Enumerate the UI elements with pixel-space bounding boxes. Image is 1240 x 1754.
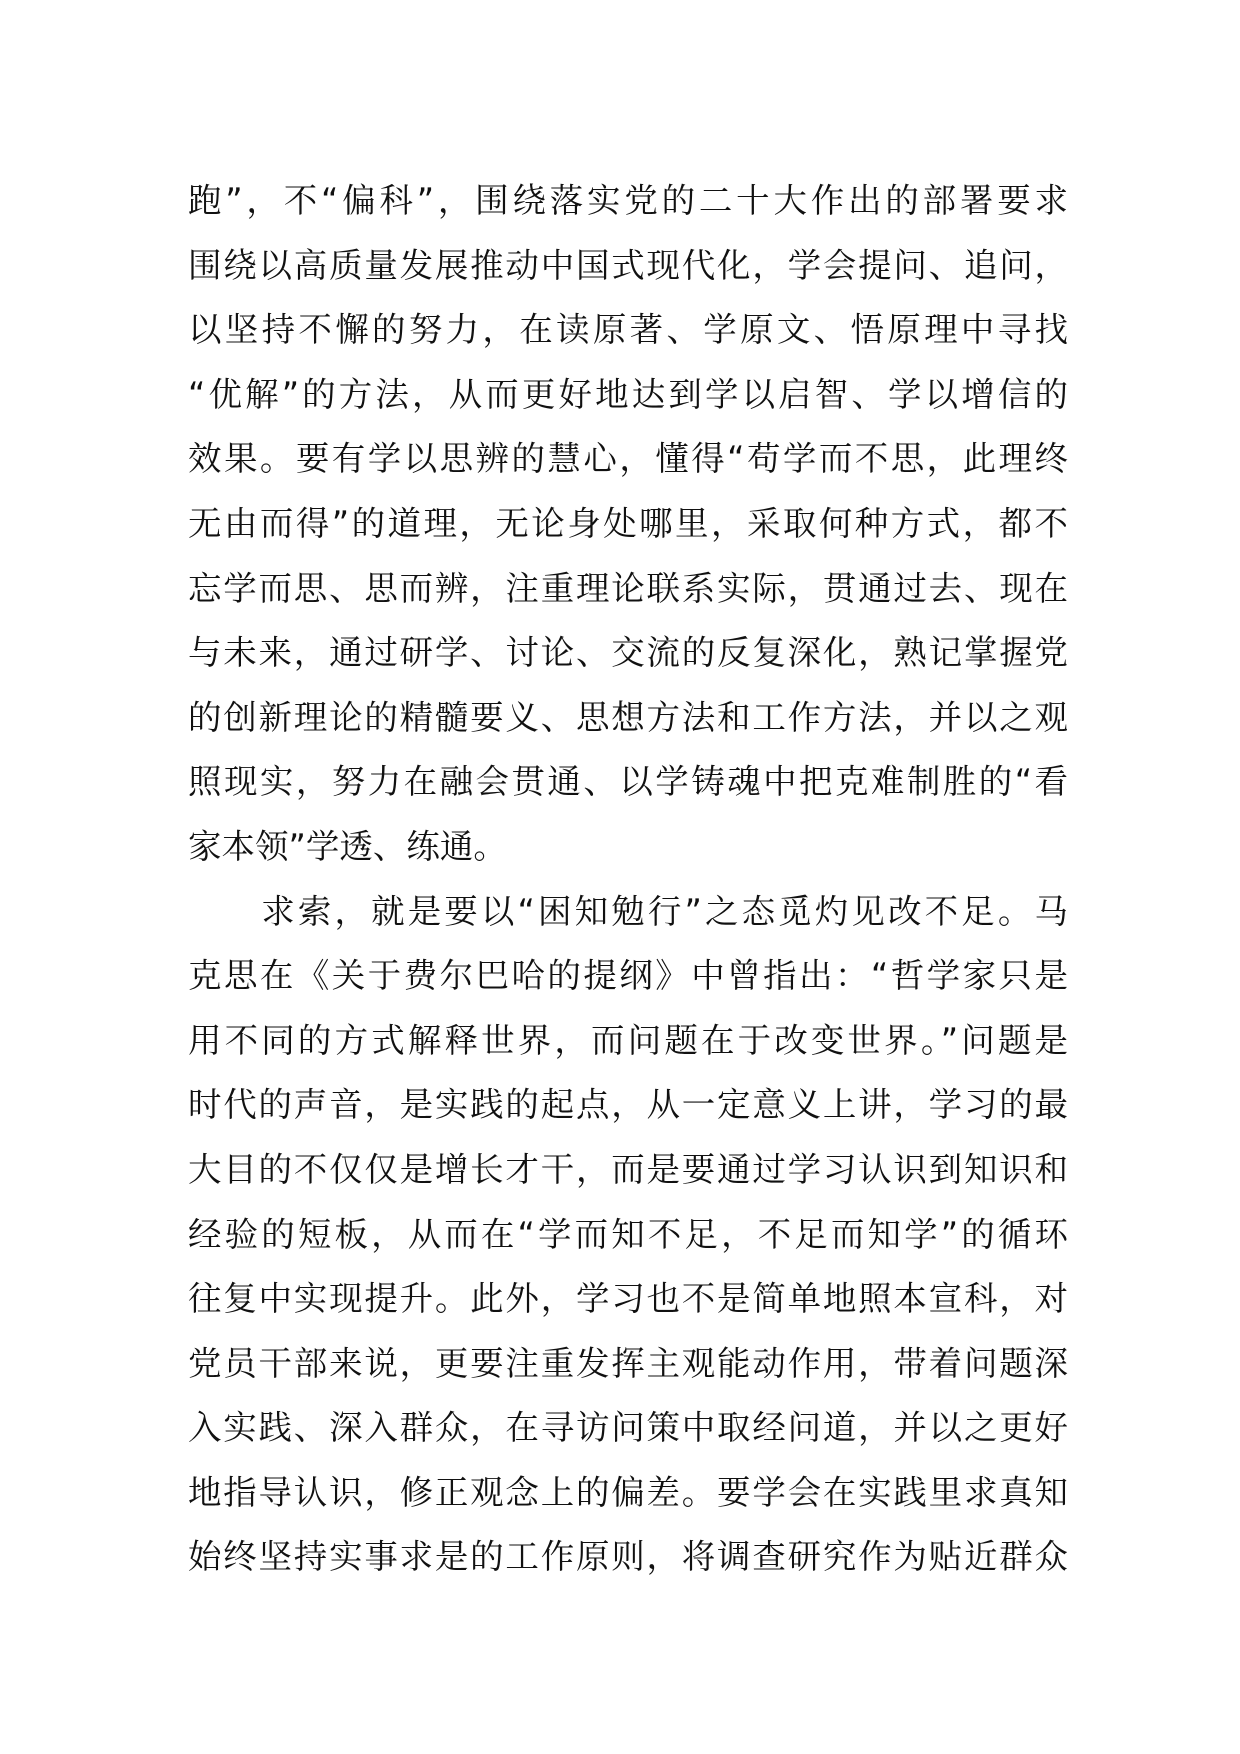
text-line: 经验的短板，从而在“学而知不足，不足而知学”的循环 xyxy=(188,1214,1068,1254)
text-line: 围绕以高质量发展推动中国式现代化，学会提问、追问， xyxy=(188,245,1068,285)
text-line: 用不同的方式解释世界，而问题在于改变世界。”问题是 xyxy=(188,1020,1068,1060)
text-line: 效果。要有学以思辨的慧心，懂得“苟学而不思，此理终 xyxy=(188,439,1068,479)
text-line: 时代的声音，是实践的起点，从一定意义上讲，学习的最 xyxy=(188,1085,1068,1125)
text-line: 地指导认识，修正观念上的偏差。要学会在实践里求真知 xyxy=(188,1472,1068,1512)
text-line: 跑”，不“偏科”，围绕落实党的二十大作出的部署要求 xyxy=(188,181,1068,220)
text-line: 克思在《关于费尔巴哈的提纲》中曾指出：“哲学家只是 xyxy=(188,956,1068,996)
text-line: 以坚持不懈的努力，在读原著、学原文、悟原理中寻找 xyxy=(188,310,1068,350)
text-line: 党员干部来说，更要注重发挥主观能动作用，带着问题深 xyxy=(188,1343,1068,1383)
text-line: 往复中实现提升。此外，学习也不是简单地照本宣科，对 xyxy=(188,1279,1068,1319)
text-line: 照现实，努力在融会贯通、以学铸魂中把克难制胜的“看 xyxy=(188,762,1068,802)
text-line: 入实践、深入群众，在寻访问策中取经问道，并以之更好 xyxy=(188,1408,1068,1448)
text-line: 的创新理论的精髓要义、思想方法和工作方法，并以之观 xyxy=(188,697,1068,737)
text-line: 忘学而思、思而辨，注重理论联系实际，贯通过去、现在 xyxy=(188,568,1068,608)
text-line: 大目的不仅仅是增长才干，而是要通过学习认识到知识和 xyxy=(188,1149,1068,1189)
text-line: 与未来，通过研学、讨论、交流的反复深化，熟记掌握党 xyxy=(188,633,1068,673)
paragraph-start-line: 求索，就是要以“困知勉行”之态觅灼见改不足。马 xyxy=(188,891,1068,931)
text-line: 无由而得”的道理，无论身处哪里，采取何种方式，都不 xyxy=(188,503,1068,543)
text-line: 始终坚持实事求是的工作原则，将调查研究作为贴近群众 xyxy=(188,1537,1068,1577)
text-line: “优解”的方法，从而更好地达到学以启智、学以增信的 xyxy=(188,374,1068,414)
body-text xyxy=(188,169,1068,1590)
paragraph-end-line: 家本领”学透、练通。 xyxy=(188,826,507,866)
